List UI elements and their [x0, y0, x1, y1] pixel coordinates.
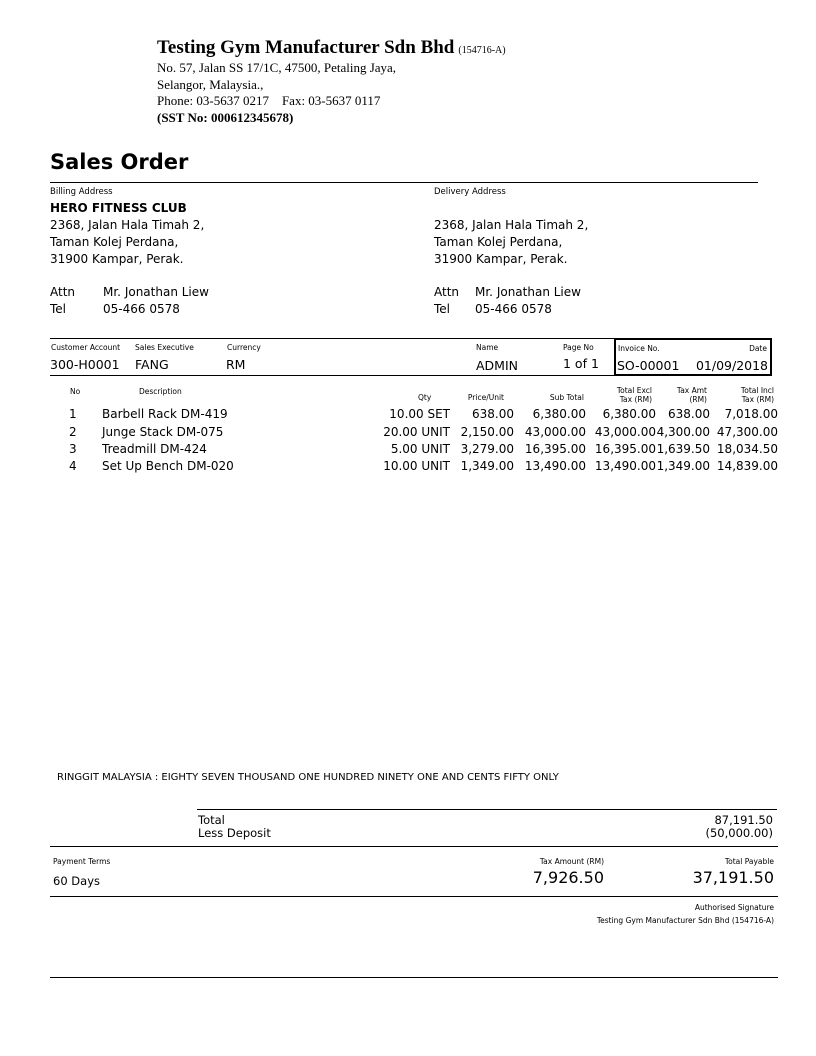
row-qty: 20.00 UNIT: [383, 425, 450, 439]
page-title: Sales Order: [50, 150, 189, 174]
company-address: [157, 60, 396, 126]
row-subtotal: 13,490.00: [524, 459, 586, 473]
row-subtotal: 6,380.00: [532, 407, 586, 421]
row-tax-amt: 638.00: [668, 407, 710, 421]
date-label: Date: [749, 344, 767, 353]
customer-account-label: Customer Account: [51, 343, 121, 352]
signature-company: Testing Gym Manufacturer Sdn Bhd (154716-A): [596, 916, 774, 925]
name-label: Name: [476, 343, 499, 352]
info-divider-bottom: [50, 375, 614, 376]
col-header-total-excl-line1: Total Excl: [616, 386, 652, 395]
info-divider-top: [50, 338, 614, 339]
row-description: Set Up Bench DM-020: [102, 459, 234, 473]
table-row: [0, 441, 816, 458]
billing-tel-label: Tel: [50, 302, 67, 316]
col-header-total-incl: [720, 386, 774, 404]
deposit-label: Less Deposit: [198, 826, 271, 840]
amount-in-words: RINGGIT MALAYSIA : EIGHTY SEVEN THOUSAND ONE HUNDRED NINETY ONE AND CENTS FIFTY ONLY: [57, 772, 559, 783]
totals-divider-top: [197, 809, 777, 810]
delivery-attn: Mr. Jonathan Liew: [475, 285, 581, 299]
currency: RM: [226, 357, 246, 372]
delivery-address-label: Delivery Address: [434, 187, 506, 197]
row-no: 2: [69, 425, 77, 439]
total-label: Total: [198, 813, 225, 827]
sales-exec: FANG: [135, 357, 169, 372]
col-header-qty: Qty: [418, 393, 432, 402]
row-total-incl: 47,300.00: [716, 425, 778, 439]
row-total-incl: 18,034.50: [716, 442, 778, 456]
row-no: 4: [69, 459, 77, 473]
payment-terms: 60 Days: [53, 874, 100, 888]
table-row: [0, 424, 816, 441]
row-price: 1,349.00: [460, 459, 514, 473]
name-value: ADMIN: [476, 358, 518, 373]
billing-line3: 31900 Kampar, Perak.: [50, 252, 184, 266]
signature-line: [50, 977, 778, 978]
col-header-tax-amt-line1: Tax Amt: [676, 386, 707, 395]
page-no: 1 of 1: [563, 356, 599, 371]
col-header-total-excl: [594, 386, 652, 404]
table-row: [0, 458, 816, 475]
table-row: [0, 406, 816, 423]
row-price: 638.00: [472, 407, 514, 421]
payment-terms-label: Payment Terms: [53, 857, 111, 866]
row-qty: 5.00 UNIT: [390, 442, 450, 456]
row-total-incl: 14,839.00: [716, 459, 778, 473]
company-sst: (SST No: 000612345678): [157, 109, 294, 125]
row-total-excl: 6,380.00: [602, 407, 656, 421]
delivery-line1: 2368, Jalan Hala Timah 2,: [434, 218, 589, 232]
col-header-total-incl-line2: Tax (RM): [741, 395, 774, 404]
tax-amount-label: Tax Amount (RM): [539, 857, 604, 866]
authorised-signature-label: Authorised Signature: [694, 903, 774, 912]
row-qty: 10.00 UNIT: [383, 459, 450, 473]
row-subtotal: 16,395.00: [524, 442, 586, 456]
footer-divider: [50, 896, 778, 897]
tax-amount: 7,926.50: [532, 868, 604, 887]
billing-attn-label: Attn: [50, 285, 76, 299]
row-no: 3: [69, 442, 77, 456]
invoice-box: [614, 338, 772, 376]
row-description: Barbell Rack DM-419: [102, 407, 228, 421]
row-no: 1: [69, 407, 77, 421]
row-tax-amt: 4,300.00: [656, 425, 710, 439]
row-total-excl: 16,395.00: [594, 442, 656, 456]
billing-line1: 2368, Jalan Hala Timah 2,: [50, 218, 205, 232]
row-tax-amt: 1,639.50: [656, 442, 710, 456]
delivery-line3: 31900 Kampar, Perak.: [434, 252, 568, 266]
company-phone-fax: Phone: 03-5637 0217 Fax: 03-5637 0117: [157, 93, 381, 108]
col-header-subtotal: Sub Total: [549, 393, 584, 402]
billing-address: [50, 200, 204, 268]
currency-label: Currency: [227, 343, 261, 352]
total-payable-label: Total Payable: [724, 857, 774, 866]
row-total-incl: 7,018.00: [724, 407, 778, 421]
col-header-total-excl-line2: Tax (RM): [619, 395, 652, 404]
delivery-attn-label: Attn: [434, 285, 460, 299]
company-name-text: Testing Gym Manufacturer Sdn Bhd: [157, 37, 455, 58]
row-price: 2,150.00: [460, 425, 514, 439]
col-header-no: No: [70, 387, 81, 396]
invoice-number: SO-00001: [617, 358, 680, 373]
title-divider: [50, 182, 758, 183]
company-address-line1: No. 57, Jalan SS 17/1C, 47500, Petaling Jaya,: [157, 60, 397, 75]
delivery-tel: 05-466 0578: [475, 302, 552, 316]
col-header-price: Price/Unit: [467, 393, 504, 402]
billing-attn: Mr. Jonathan Liew: [103, 285, 209, 299]
delivery-address: [434, 217, 588, 268]
invoice-label: Invoice No.: [618, 344, 660, 353]
row-description: Treadmill DM-424: [102, 442, 207, 456]
col-header-total-incl-line1: Total Incl: [740, 386, 774, 395]
page-no-label: Page No: [563, 343, 594, 352]
billing-tel: 05-466 0578: [103, 302, 180, 316]
total-payable: 37,191.50: [692, 868, 774, 887]
row-price: 3,279.00: [460, 442, 514, 456]
col-header-description: Description: [139, 387, 182, 396]
totals-divider-bottom: [50, 846, 778, 847]
row-subtotal: 43,000.00: [524, 425, 586, 439]
total-value: 87,191.50: [714, 813, 773, 827]
deposit-value: (50,000.00): [705, 826, 773, 840]
billing-address-label: Billing Address: [50, 187, 113, 197]
company-reg-no: (154716-A): [458, 45, 506, 56]
billing-line2: Taman Kolej Perdana,: [50, 235, 179, 249]
invoice-date: 01/09/2018: [695, 358, 768, 373]
row-description: Junge Stack DM-075: [102, 425, 224, 439]
row-tax-amt: 1,349.00: [656, 459, 710, 473]
col-header-tax-amt-line2: (RM): [689, 395, 707, 404]
delivery-tel-label: Tel: [434, 302, 451, 316]
row-qty: 10.00 SET: [389, 407, 450, 421]
row-total-excl: 13,490.00: [594, 459, 656, 473]
company-name: [157, 37, 506, 59]
delivery-line2: Taman Kolej Perdana,: [434, 235, 563, 249]
company-address-line2: Selangor, Malaysia.,: [157, 76, 264, 92]
billing-name: HERO FITNESS CLUB: [50, 201, 187, 215]
row-total-excl: 43,000.00: [594, 425, 656, 439]
col-header-tax-amt: [660, 386, 707, 404]
customer-account: 300-H0001: [50, 357, 120, 372]
sales-exec-label: Sales Executive: [135, 343, 194, 352]
